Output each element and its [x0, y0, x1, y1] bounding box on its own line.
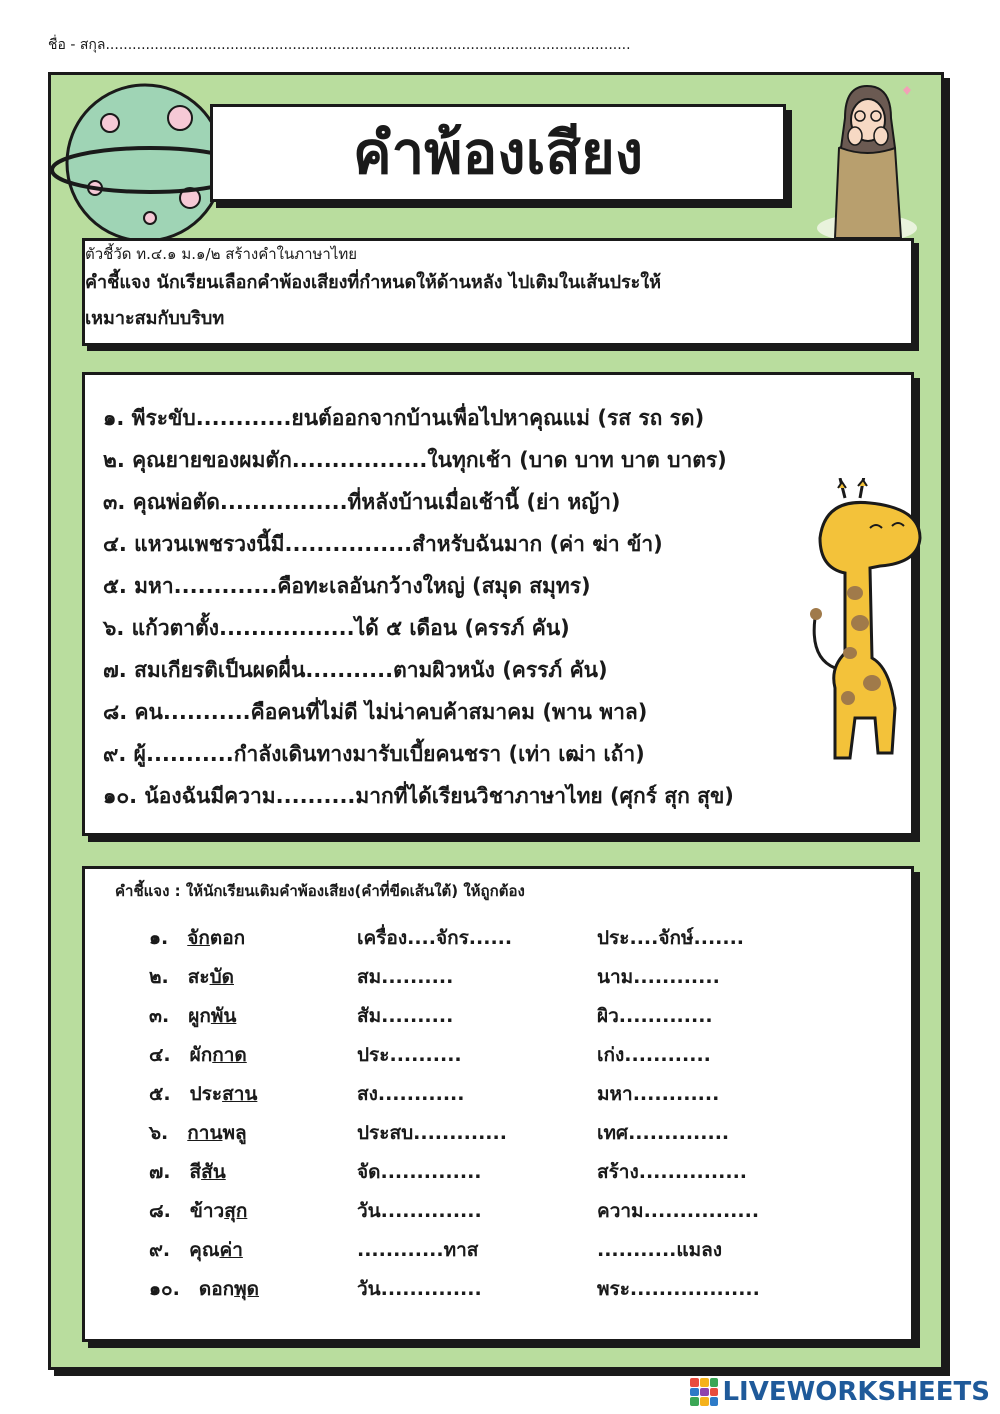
word-prefix: สะ	[187, 966, 210, 988]
part2-row	[85, 997, 911, 1036]
underlined-word: สาน	[222, 1083, 258, 1105]
word-prefix: ข้าว	[189, 1200, 225, 1222]
fill-blank-2[interactable]: เก่ง............	[597, 1044, 711, 1066]
row-number: ๔.	[149, 1044, 171, 1066]
fill-blank-1[interactable]: ............ทาส	[357, 1239, 479, 1261]
row-number: ๖.	[149, 1122, 169, 1144]
row-number: ๗.	[149, 1161, 171, 1183]
word-suffix: ตอก	[209, 927, 246, 949]
word-cell	[149, 1270, 259, 1309]
part2-instruction: คำชี้แจง : ให้นักเรียนเติมคำพ้องเสียง(คำที่ขีดเส้นใต้) ให้ถูกต้อง	[115, 882, 525, 900]
underlined-word: จัก	[187, 927, 210, 949]
part2-row	[85, 1270, 911, 1309]
row-number: ๕.	[149, 1083, 171, 1105]
giraffe-illustration	[800, 478, 940, 768]
part2-row	[85, 919, 911, 958]
fill-blank-2[interactable]: มหา............	[597, 1083, 720, 1105]
word-prefix: คุณ	[189, 1239, 220, 1261]
row-number: ๘.	[149, 1200, 171, 1222]
fill-blank-2[interactable]: พระ..................	[597, 1278, 760, 1300]
question-item: ๕. มหา.............คือทะเลอันกว้างใหญ่ (สมุด สมุทร)	[103, 574, 591, 598]
fill-blank-1[interactable]: วัน..............	[357, 1200, 482, 1222]
underlined-word: สุก	[224, 1200, 248, 1222]
indicator-text: ตัวชี้วัด ท.๔.๑ ม.๑/๒ สร้างคำในภาษาไทย	[85, 245, 358, 263]
fill-blank-2[interactable]: ความ................	[597, 1200, 760, 1222]
row-number: ๑๐.	[149, 1278, 180, 1300]
questions-box	[82, 372, 914, 836]
word-cell	[149, 997, 236, 1036]
fill-blank-2[interactable]: ประ....จักษ์.......	[597, 927, 745, 949]
word-cell	[149, 919, 245, 958]
question-item: ๑. พีระขับ............ยนต์ออกจากบ้านเพื่อไปหาคุณแม่ (รส รถ รด)	[103, 406, 705, 430]
question-list	[103, 397, 734, 817]
fill-blank-1[interactable]: ประ..........	[357, 1044, 462, 1066]
word-prefix: ผัก	[189, 1044, 213, 1066]
fill-blank-2[interactable]: ...........แมลง	[597, 1239, 723, 1261]
underlined-word: กาด	[212, 1044, 247, 1066]
fill-blank-1[interactable]: วัน..............	[357, 1278, 482, 1300]
word-cell	[149, 1075, 257, 1114]
underlined-word: สัน	[201, 1161, 226, 1183]
fill-blank-1[interactable]: ประสบ.............	[357, 1122, 507, 1144]
fill-blank-1[interactable]: สัม..........	[357, 1005, 454, 1027]
part2-row	[85, 1036, 911, 1075]
underlined-word: พัน	[210, 1005, 237, 1027]
row-number: ๒.	[149, 966, 169, 988]
word-cell	[149, 958, 234, 997]
info-box	[82, 238, 914, 346]
word-cell	[149, 1192, 247, 1231]
page-title: คำพ้องเสียง	[352, 119, 644, 187]
underlined-word: กาน	[187, 1122, 223, 1144]
instruction-line-2: เหมาะสมกับบริบท	[85, 308, 225, 329]
question-item: ๘. คน...........คือคนที่ไม่ดี ไม่น่าคบค้าสมาคม (พาน พาล)	[103, 700, 648, 724]
underlined-word: ค่า	[219, 1239, 243, 1261]
fill-blank-2[interactable]: สร้าง...............	[597, 1161, 748, 1183]
brand-text: LIVEWORKSHEETS	[722, 1377, 990, 1407]
name-line: ชื่อ - สกุล......................................................................................................................	[48, 37, 631, 53]
underlined-word: พุด	[234, 1278, 260, 1300]
row-number: ๙.	[149, 1239, 171, 1261]
word-prefix: ดอก	[198, 1278, 235, 1300]
word-prefix: ประ	[189, 1083, 223, 1105]
fill-blank-1[interactable]: สง............	[357, 1083, 465, 1105]
part2-row	[85, 1153, 911, 1192]
part2-box	[82, 866, 914, 1342]
word-prefix: สี	[189, 1161, 202, 1183]
fill-blank-2[interactable]: นาม............	[597, 966, 720, 988]
part2-row	[85, 1192, 911, 1231]
teacher-illustration	[815, 78, 920, 243]
fill-blank-2[interactable]: ผิว.............	[597, 1005, 713, 1027]
part2-row	[85, 1231, 911, 1270]
liveworksheets-logo-icon	[690, 1378, 718, 1406]
fill-blank-1[interactable]: สม..........	[357, 966, 454, 988]
word-cell	[149, 1114, 247, 1153]
fill-blank-2[interactable]: เทศ..............	[597, 1122, 730, 1144]
row-number: ๑.	[149, 927, 169, 949]
part2-row	[85, 1075, 911, 1114]
question-item: ๓. คุณพ่อตัด................ที่หลังบ้านเมื่อเช้านี้ (ย่า หญ้า)	[103, 490, 621, 514]
title-box	[210, 104, 786, 202]
word-cell	[149, 1231, 243, 1270]
underlined-word: บัด	[209, 966, 234, 988]
part2-row	[85, 1114, 911, 1153]
word-cell	[149, 1036, 247, 1075]
footer-brand	[690, 1376, 990, 1408]
word-suffix: พลู	[222, 1122, 247, 1144]
part2-row	[85, 958, 911, 997]
question-item: ๖. แก้วตาตั้ง.................ได้ ๕ เดือน (ครรภ์ คัน)	[103, 616, 570, 640]
question-item: ๔. แหวนเพชรวงนี้มี................สำหรับฉันมาก (ค่า ฆ่า ข้า)	[103, 532, 663, 556]
row-number: ๓.	[149, 1005, 170, 1027]
question-item: ๗. สมเกียรติเป็นผดผื่น...........ตามผิวหนัง (ครรภ์ คัน)	[103, 658, 608, 682]
instruction-line-1: คำชี้แจง นักเรียนเลือกคำพ้องเสียงที่กำหนดให้ด้านหลัง ไปเติมในเส้นประให้	[85, 272, 661, 293]
question-item: ๙. ผู้...........กำลังเดินทางมารับเบี้ยคนชรา (เท่า เฒ่า เถ้า)	[103, 742, 645, 766]
fill-blank-1[interactable]: เครื่อง....จักร......	[357, 927, 513, 949]
question-item: ๒. คุณยายของผมตัก.................ในทุกเช้า (บาด บาท บาต บาตร)	[103, 448, 727, 472]
word-cell	[149, 1153, 226, 1192]
fill-blank-1[interactable]: จัด..............	[357, 1161, 482, 1183]
question-item: ๑๐. น้องฉันมีความ..........มากที่ได้เรียนวิชาภาษาไทย (ศุกร์ สุก สุข)	[103, 784, 734, 808]
word-prefix: ผูก	[188, 1005, 211, 1027]
